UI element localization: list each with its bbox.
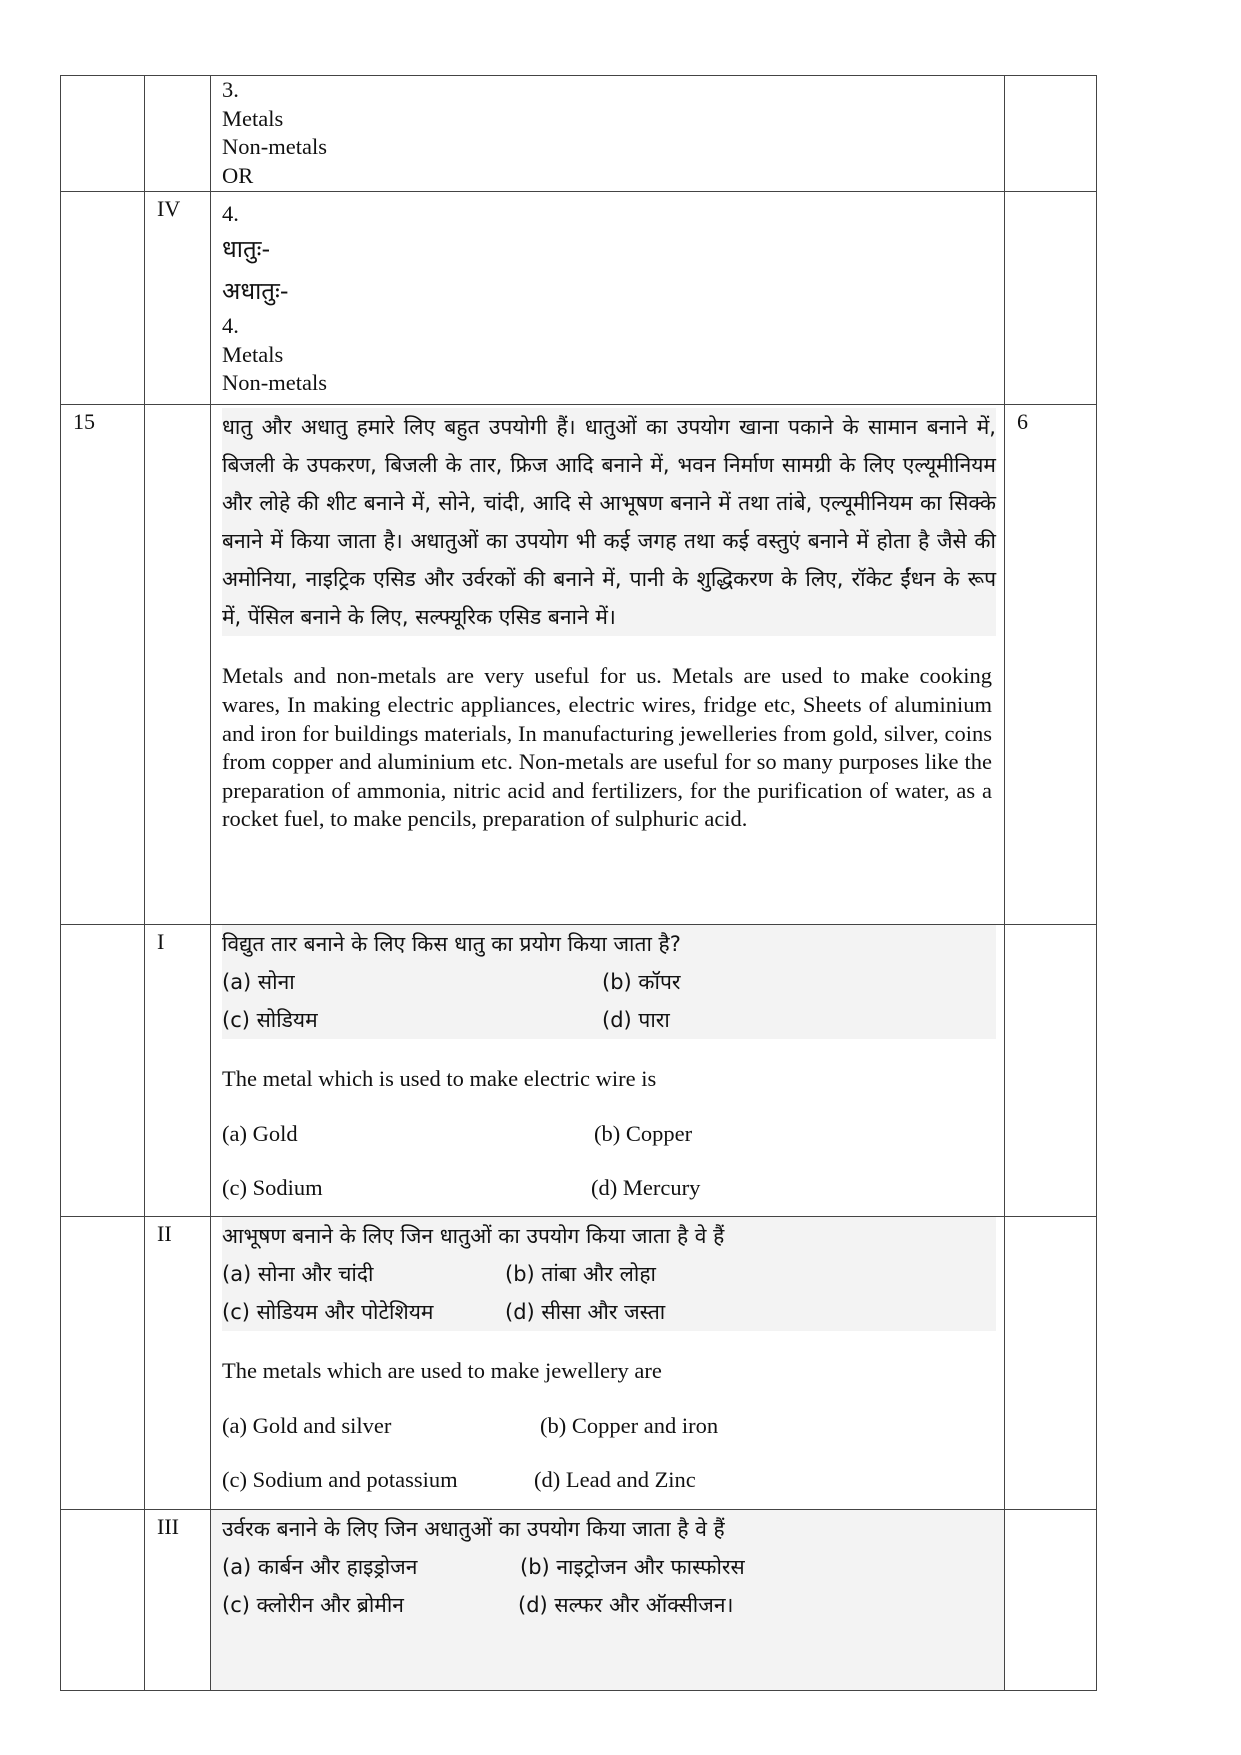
- options-row: [222, 1174, 994, 1202]
- option-b-english: (b) Copper: [594, 1120, 693, 1146]
- sub-question-cell: [145, 76, 211, 192]
- marks-cell: 6: [1005, 405, 1097, 925]
- option-d-hindi: (d) पारा: [602, 1008, 670, 1033]
- marks-cell: [1005, 76, 1097, 192]
- option-d-hindi: (d) सल्फर और ऑक्सीजन।: [518, 1592, 734, 1617]
- options-row: [222, 1120, 994, 1148]
- option-d-english: (d) Mercury: [591, 1174, 701, 1200]
- sub-question-cell: [145, 405, 211, 925]
- table-row: [61, 925, 1097, 1217]
- option-a-hindi: (a) कार्बन और हाइड्रोजन: [222, 1554, 418, 1579]
- option-b-hindi: (b) कॉपर: [602, 970, 681, 995]
- answer-table: [60, 75, 1097, 1691]
- option-c-hindi: (c) सोडियम: [222, 1008, 318, 1033]
- table-row: [61, 1509, 1097, 1690]
- option-d-hindi: (d) सीसा और जस्ता: [505, 1300, 666, 1325]
- marks-cell: [1005, 1217, 1097, 1509]
- content-cell: [211, 191, 1005, 405]
- answer-line: 3.: [222, 77, 239, 102]
- table-row: [61, 1217, 1097, 1509]
- content-cell: [211, 1217, 1005, 1509]
- question-number-cell: [61, 925, 145, 1217]
- sub-question-cell: I: [145, 925, 211, 1217]
- answer-line-hindi: धातुः-: [222, 235, 271, 264]
- options-row: [222, 963, 996, 1001]
- content-cell: [211, 405, 1005, 925]
- answer-line: OR: [222, 162, 254, 188]
- marks-cell: [1005, 191, 1097, 405]
- table-row: [61, 405, 1097, 925]
- sub-question-cell: III: [145, 1509, 211, 1690]
- answer-line: Non-metals: [222, 134, 327, 159]
- option-c-hindi: (c) सोडियम और पोटेशियम: [222, 1300, 434, 1325]
- marks-cell: [1005, 1509, 1097, 1690]
- option-c-english: (c) Sodium and potassium: [222, 1466, 458, 1492]
- option-b-hindi: (b) नाइट्रोजन और फास्फोरस: [520, 1554, 745, 1579]
- content-cell: [211, 1509, 1005, 1690]
- option-a-english: (a) Gold and silver: [222, 1412, 392, 1438]
- passage-english: Metals and non-metals are very useful for us. Metals are used to make cooking wares, In making electric appliances, electric wires, fridge etc, Sheets of aluminium and iron for buildings materials, In manufacturing jewelleries from gold, silver, coins from copper and aluminium etc. Non-metals are useful for so many purposes like the preparation of ammonia, nitric acid and fertilizers, for the purification of water, as a rocket fuel, to make pencils, preparation of sulphuric acid.: [222, 663, 992, 832]
- content-cell: [211, 76, 1005, 192]
- answer-line: 4.: [222, 200, 239, 226]
- question-number-cell: [61, 1217, 145, 1509]
- option-a-hindi: (a) सोना और चांदी: [222, 1262, 374, 1287]
- options-row: [222, 1255, 996, 1293]
- options-row: [222, 1548, 994, 1586]
- table-row: [61, 191, 1097, 405]
- question-number-cell: [61, 76, 145, 192]
- question-english: The metals which are used to make jewellery are: [222, 1358, 662, 1384]
- answer-line: Metals: [222, 105, 284, 131]
- option-b-english: (b) Copper and iron: [540, 1412, 719, 1438]
- question-number-cell: 15: [61, 405, 145, 925]
- passage-hindi: धातु और अधातु हमारे लिए बहुत उपयोगी हैं। धातुओं का उपयोग खाना पकाने के सामान बनाने में, बिजली के उपकरण, बिजली के तार, फ्रिज आदि बनाने में, भवन निर्माण सामग्री के लिए एल्यूमीनियम और लोहे की शीट बनाने में, सोने, चांदी, आदि से आभूषण बनाने में तथा तांबे, एल्यूमीनियम का सिक्के बनाने में किया जाता है। अधातुओं का उपयोग भी कई जगह तथा कई वस्तुएं बनाने में होता है जैसे की अमोनिया, नाइट्रिक एसिड और उर्वरकों की बनाने में, पानी के शुद्धिकरण के लिए, रॉकेट ईंधन के रूप में, पेंसिल बनाने के लिए, सल्फ्यूरिक एसिड बनाने में।: [222, 408, 996, 636]
- answer-key-page: [60, 75, 1096, 1691]
- option-c-hindi: (c) क्लोरीन और ब्रोमीन: [222, 1592, 404, 1617]
- marks-cell: [1005, 925, 1097, 1217]
- option-a-hindi: (a) सोना: [222, 970, 295, 995]
- answer-line: Non-metals: [222, 370, 327, 396]
- answer-line: Metals: [222, 341, 284, 367]
- option-b-hindi: (b) तांबा और लोहा: [505, 1262, 656, 1287]
- options-row: [222, 1586, 994, 1624]
- question-english: The metal which is used to make electric wire is: [222, 1066, 657, 1092]
- question-hindi: उर्वरक बनाने के लिए जिन अधातुओं का उपयोग किया जाता है वे हैं: [222, 1516, 725, 1541]
- options-row: [222, 1001, 996, 1039]
- question-number-cell: [61, 191, 145, 405]
- answer-line: 4.: [222, 313, 239, 339]
- question-hindi: विद्युत तार बनाने के लिए किस धातु का प्रयोग किया जाता है?: [222, 932, 681, 957]
- options-row: [222, 1293, 996, 1331]
- question-number-cell: [61, 1509, 145, 1690]
- options-row: [222, 1466, 994, 1494]
- question-hindi: आभूषण बनाने के लिए जिन धातुओं का उपयोग किया जाता है वे हैं: [222, 1224, 725, 1249]
- content-cell: [211, 925, 1005, 1217]
- table-row: [61, 76, 1097, 192]
- option-d-english: (d) Lead and Zinc: [534, 1466, 696, 1492]
- answer-line-hindi: अधातुः-: [222, 277, 289, 306]
- option-c-english: (c) Sodium: [222, 1174, 323, 1200]
- sub-question-cell: IV: [145, 191, 211, 405]
- sub-question-cell: II: [145, 1217, 211, 1509]
- option-a-english: (a) Gold: [222, 1120, 298, 1146]
- options-row: [222, 1412, 994, 1440]
